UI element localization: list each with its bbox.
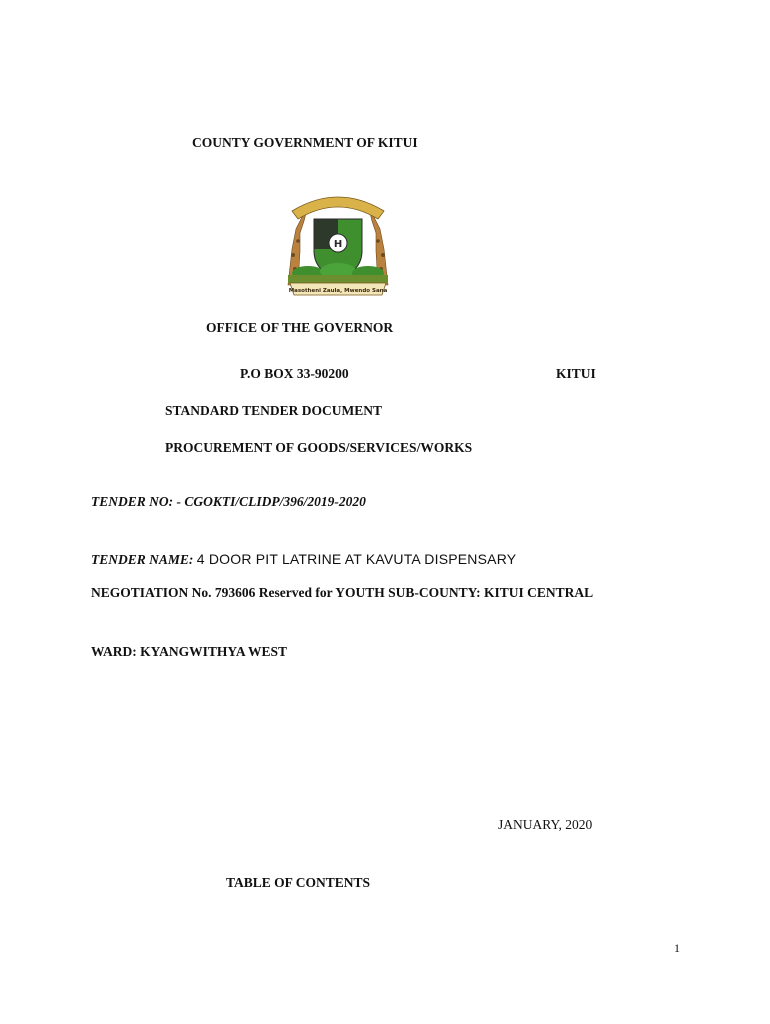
seal-motto: Masotheni Zaula, Mwendo Sana [288,288,388,294]
document-type: STANDARD TENDER DOCUMENT [165,403,383,418]
town: KITUI [556,366,596,381]
landscape-icon [288,263,388,283]
county-title: COUNTY GOVERNMENT OF KITUI [192,135,418,150]
negotiation-line: NEGOTIATION No. 793606 Reserved for YOUTH SUB-COUNTY: KITUI CENTRAL [91,585,594,600]
ward-line: WARD: KYANGWITHYA WEST [91,644,288,659]
seal-arc-banner [292,197,384,219]
page-number: 1 [674,941,680,955]
toc-heading: TABLE OF CONTENTS [226,875,371,890]
tender-name-label: TENDER NAME: [91,552,194,567]
po-box: P.O BOX 33-90200 [240,366,349,381]
document-date: JANUARY, 2020 [498,817,593,832]
tender-name-line [91,551,516,568]
tender-name-value: 4 DOOR PIT LATRINE AT KAVUTA DISPENSARY [196,551,517,567]
procurement-title: PROCUREMENT OF GOODS/SERVICES/WORKS [165,440,473,455]
svg-text:H: H [333,239,343,250]
office-title: OFFICE OF THE GOVERNOR [206,320,394,335]
tender-number: TENDER NO: - CGOKTI/CLIDP/396/2019-2020 [91,494,366,509]
county-seal-logo [274,189,402,299]
